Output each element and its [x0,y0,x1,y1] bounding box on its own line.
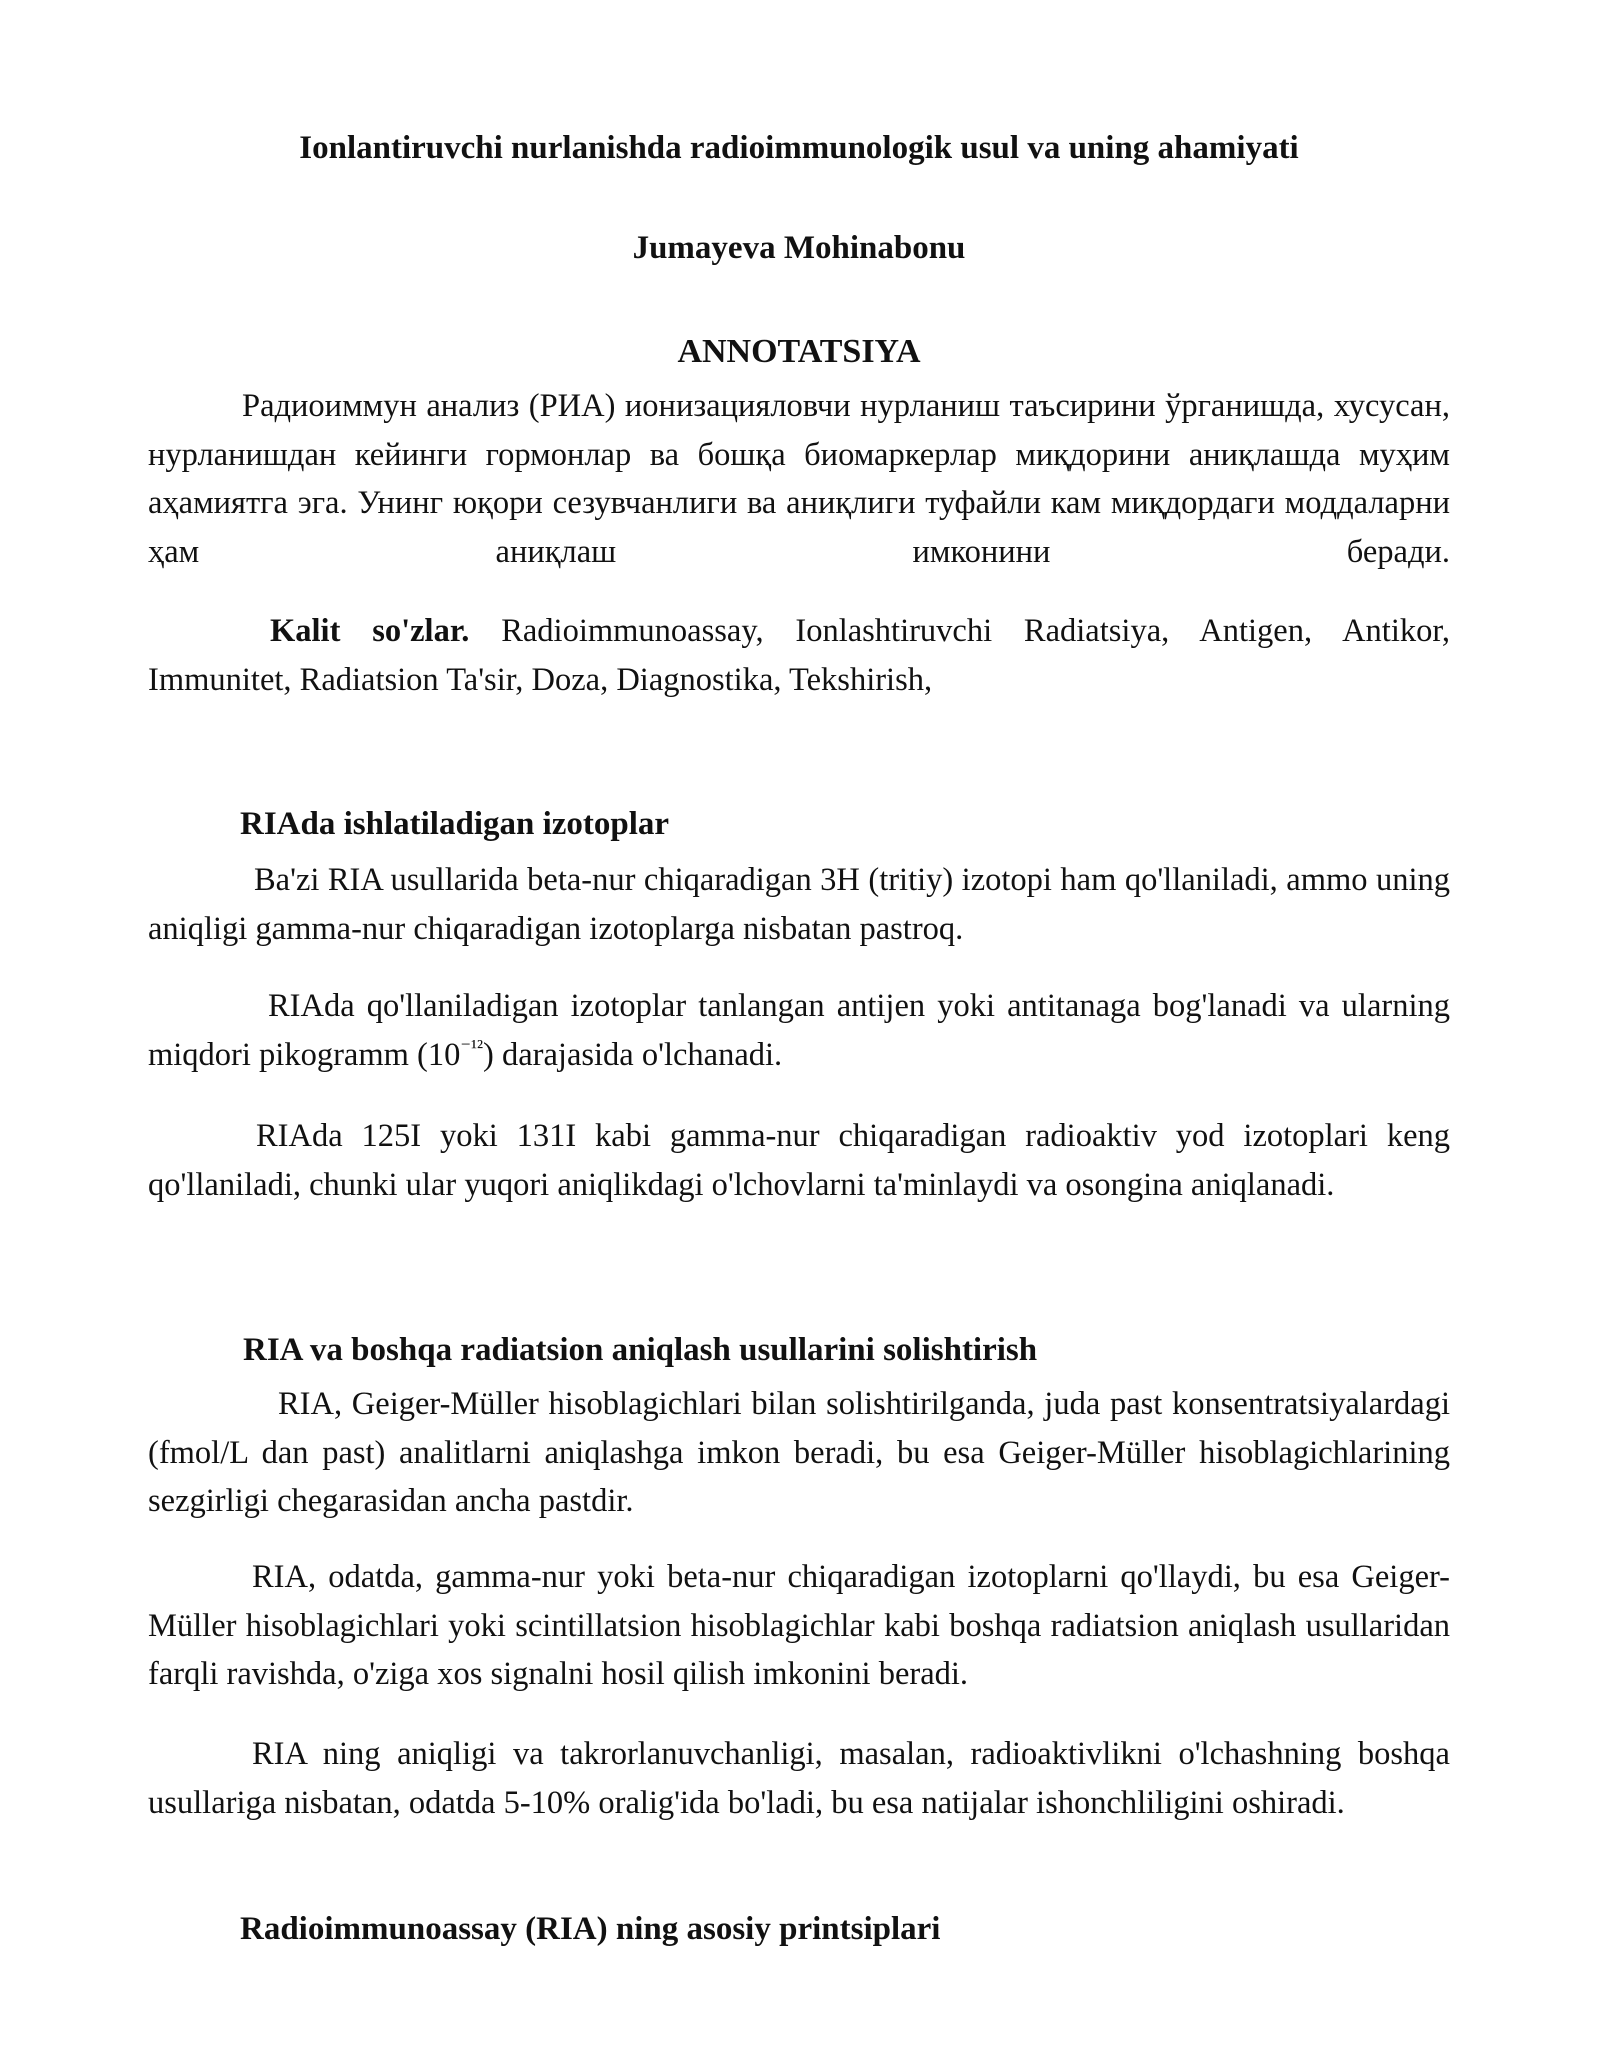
exponent: ⁻¹² [460,1036,484,1059]
comparison-paragraph-1: RIA, Geiger-Müller hisoblagichlari bilan solishtirilganda, juda past konsentratsiyalardagi (fmol/L dan past) analitlarni aniqlashga imkon beradi, bu esa Geiger-Müller hisoblagichlarining sezgirligi chegarasidan ancha pastdir. [148,1386,1450,1519]
keywords-paragraph [148,607,1450,704]
article-title: Ionlantiruvchi nurlanishda radioimmunologik usul va uning ahamiyati [299,130,1299,166]
isotopes-paragraph-2-end: ) darajasida o'lchanadi. [483,1036,783,1073]
author-name: Jumayeva Mohinabonu [632,230,966,266]
comparison-paragraph-3: RIA ning aniqligi va takrorlanuvchanligi, masalan, radioaktivlikni o'lchashning boshqa usullariga nisbatan, odatda 5-10% oralig'ida bo'ladi, bu esa natijalar ishonchliligini oshiradi. [148,1736,1450,1821]
isotopes-paragraph-1: Ba'zi RIA usullarida beta-nur chiqaradigan 3H (tritiy) izotopi ham qo'llaniladi, ammo uning aniqligi gamma-nur chiqaradigan izotoplarga nisbatan pastroq. [148,862,1450,947]
isotopes-paragraph-2 [148,982,1450,1079]
section-heading-isotopes: RIAda ishlatiladigan izotoplar [240,806,670,842]
isotopes-paragraph-3: RIAda 125I yoki 131I kabi gamma-nur chiqaradigan radioaktiv yod izotoplari keng qo'llaniladi, chunki ular yuqori aniqlikdagi o'lchovlarni ta'minlaydi va osongina aniqlanadi. [148,1118,1450,1203]
annotation-heading: ANNOTATSIYA [677,333,921,370]
keywords-text: Radioimmunoassay, Ionlashtiruvchi Radiatsiya, Antigen, Antikor, Immunitet, Radiatsion Ta'sir, Doza, Diagnostika, Tekshirish, [148,613,1450,698]
annotation-text: Радиоиммун анализ (РИА) ионизацияловчи нурланиш таъсирини ўрганишда, хусусан, нурланишдан кейинги гормонлар ва бошқа биомаркерлар миқдорини аниқлашда муҳим аҳамиятга эга. Унинг юқори сезувчанлиги ва аниқлиги туфайли кам миқдордаги моддаларни ҳам аниқлаш имконини беради. [148,388,1450,570]
isotopes-paragraph-2-text: RIAda qo'llaniladigan izotoplar tanlangan antijen yoki antitanaga bog'lanadi va ularning miqdori pikogramm (10 [148,988,1450,1073]
keywords-label: Kalit so'zlar. [270,613,470,649]
comparison-paragraph-2: RIA, odatda, gamma-nur yoki beta-nur chiqaradigan izotoplarni qo'llaydi, bu esa Geiger-Müller hisoblagichlari yoki scintillatsion hisoblagichlar kabi boshqa radiatsion aniqlash usullaridan farqli ravishda, o'ziga xos signalni hosil qilish imkonini beradi. [148,1559,1450,1692]
section-heading-principles: Radioimmunoassay (RIA) ning asosiy printsiplari [240,1911,941,1947]
section-heading-comparison: RIA va boshqa radiatsion aniqlash usullarini solishtirish [243,1332,1038,1368]
